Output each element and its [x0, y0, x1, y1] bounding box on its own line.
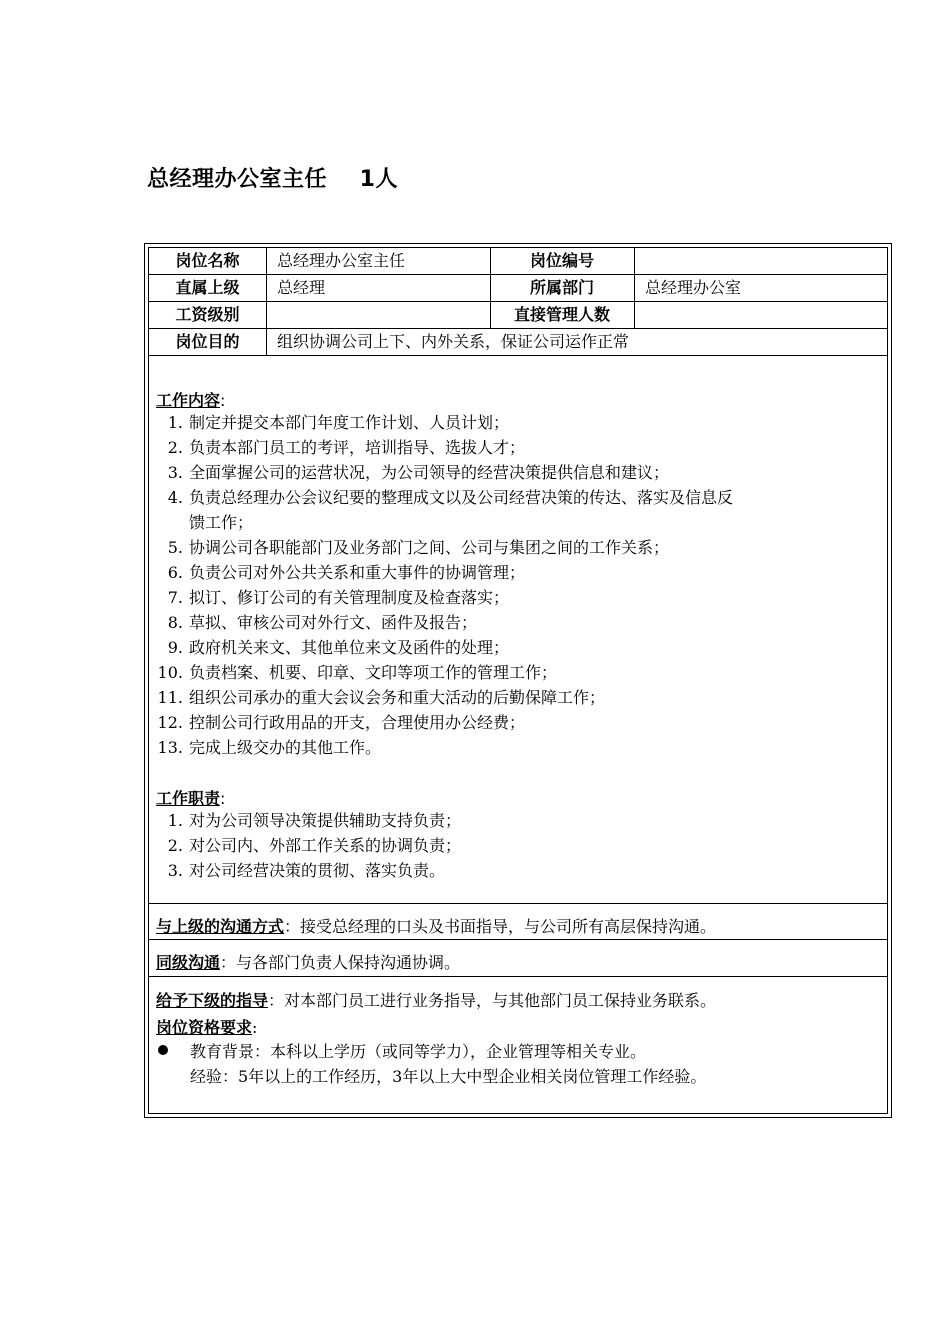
list-item-text: 控制公司行政用品的开支，合理使用办公经费；	[189, 713, 526, 732]
qualifications-title: 岗位资格要求	[156, 1018, 253, 1037]
list-item-text: 拟订、修订公司的有关管理制度及检查落实；	[189, 588, 510, 607]
list-item-number: 6.	[167, 563, 183, 582]
list-item-number: 11.	[157, 688, 183, 707]
superior-comm-text: 接受总经理的口头及书面指导，与公司所有高层保持沟通。	[300, 917, 717, 936]
department-label: 所属部门	[529, 278, 594, 297]
list-item	[157, 610, 887, 635]
list-item-text: 对为公司领导决策提供辅助支持负责；	[189, 811, 462, 830]
list-item-text: 负责档案、机要、印章、文印等项工作的管理工作；	[189, 663, 558, 682]
column-divider	[266, 248, 267, 355]
purpose-value: 组织协调公司上下、内外关系，保证公司运作正常	[277, 332, 630, 351]
list-item-number: 9.	[167, 638, 183, 657]
position-code-label: 岗位编号	[529, 251, 594, 270]
list-item-number: 3.	[167, 463, 183, 482]
table-inner-border	[148, 247, 888, 1114]
column-divider	[634, 248, 635, 328]
experience-requirement: 经验：5年以上的工作经历，3年以上大中型企业相关岗位管理工作经验。	[190, 1067, 707, 1086]
list-item-number: 2.	[167, 836, 183, 855]
row-divider	[149, 939, 887, 940]
position-name-value: 总经理办公室主任	[277, 251, 406, 270]
list-item-text: 草拟、审核公司对外行文、函件及报告；	[189, 613, 478, 632]
peer-comm-colon: ：	[220, 953, 237, 972]
list-item-text: 负责公司对外公共关系和重大事件的协调管理；	[189, 563, 526, 582]
list-item-text: 组织公司承办的重大会议会务和重大活动的后勤保障工作；	[189, 688, 606, 707]
list-item-number: 1.	[167, 811, 183, 830]
job-description-table	[144, 243, 892, 1118]
position-name-label: 岗位名称	[175, 251, 240, 270]
list-item-text: 协调公司各职能部门及业务部门之间、公司与集团之间的工作关系；	[189, 538, 670, 557]
list-item-text: 对公司经营决策的贯彻、落实负责。	[189, 861, 446, 880]
superior-comm-title: 与上级的沟通方式	[156, 917, 285, 936]
subordinate-guidance-row	[156, 988, 716, 1011]
supervisor-value: 总经理	[277, 278, 326, 297]
list-item	[157, 635, 887, 660]
list-item-number: 10.	[157, 663, 183, 682]
responsibilities-title	[156, 786, 225, 809]
list-item-number: 12.	[157, 713, 183, 732]
list-item-number: 3.	[167, 861, 183, 880]
list-item-text: 完成上级交办的其他工作。	[189, 738, 382, 757]
department-value: 总经理办公室	[645, 278, 742, 297]
purpose-label: 岗位目的	[175, 332, 240, 351]
qualifications-colon: :	[252, 1018, 258, 1037]
list-item	[157, 735, 887, 760]
list-item	[157, 535, 887, 560]
list-item-continuation: 馈工作；	[189, 513, 254, 532]
list-item-number: 5.	[167, 538, 183, 557]
list-item-text: 政府机关来文、其他单位来文及函件的处理；	[189, 638, 510, 657]
salary-label: 工资级别	[175, 305, 240, 324]
responsibilities-colon: :	[220, 789, 226, 808]
peer-comm-row	[156, 950, 460, 973]
list-item-text: 负责本部门员工的考评，培训指导、选拔人才；	[189, 438, 526, 457]
list-item	[157, 833, 887, 858]
list-item-text: 对公司内、外部工作关系的协调负责；	[189, 836, 462, 855]
list-item-text: 全面掌握公司的运营状况，为公司领导的经营决策提供信息和建议；	[189, 463, 670, 482]
work-content-title	[156, 388, 225, 411]
work-content-list	[157, 410, 887, 760]
list-item-text: 制定并提交本部门年度工作计划、人员计划；	[189, 413, 510, 432]
subordinate-guidance-text: 对本部门员工进行业务指导，与其他部门员工保持业务联系。	[284, 991, 717, 1010]
list-item	[157, 460, 887, 485]
bullet-icon	[158, 1045, 168, 1055]
work-content-title-text: 工作内容	[156, 391, 221, 410]
row-divider	[149, 355, 887, 356]
list-item-text: 负责总经理办公会议纪要的整理成文以及公司经营决策的传达、落实及信息反	[189, 488, 734, 507]
managed-count-label: 直接管理人数	[513, 305, 610, 324]
list-item-number: 13.	[157, 738, 183, 757]
subordinate-guidance-colon: ：	[268, 991, 285, 1010]
superior-comm-row	[156, 914, 716, 937]
list-item	[157, 410, 887, 435]
list-item-number: 1.	[167, 413, 183, 432]
list-item	[157, 585, 887, 610]
peer-comm-title: 同级沟通	[156, 953, 221, 972]
responsibilities-list	[157, 808, 887, 883]
list-item	[157, 560, 887, 585]
peer-comm-text: 与各部门负责人保持沟通协调。	[236, 953, 461, 972]
list-item-number: 8.	[167, 613, 183, 632]
list-item	[157, 710, 887, 735]
list-item-number: 7.	[167, 588, 183, 607]
row-divider	[149, 976, 887, 977]
row-divider	[149, 903, 887, 904]
education-requirement: 教育背景：本科以上学历（或同等学力），企业管理等相关专业。	[190, 1042, 647, 1061]
superior-comm-colon: ：	[284, 917, 301, 936]
subordinate-guidance-title: 给予下级的指导	[156, 991, 269, 1010]
list-item	[157, 485, 887, 535]
work-content-colon: :	[220, 391, 226, 410]
responsibilities-title-text: 工作职责	[156, 789, 221, 808]
list-item	[157, 808, 887, 833]
list-item-number: 4.	[167, 488, 183, 507]
supervisor-label: 直属上级	[175, 278, 240, 297]
list-item	[157, 685, 887, 710]
qualifications-row	[156, 1015, 257, 1038]
list-item	[157, 660, 887, 685]
list-item-number: 2.	[167, 438, 183, 457]
list-item	[157, 858, 887, 883]
document-title: 总经理办公室主任 1人	[147, 167, 398, 192]
list-item	[157, 435, 887, 460]
